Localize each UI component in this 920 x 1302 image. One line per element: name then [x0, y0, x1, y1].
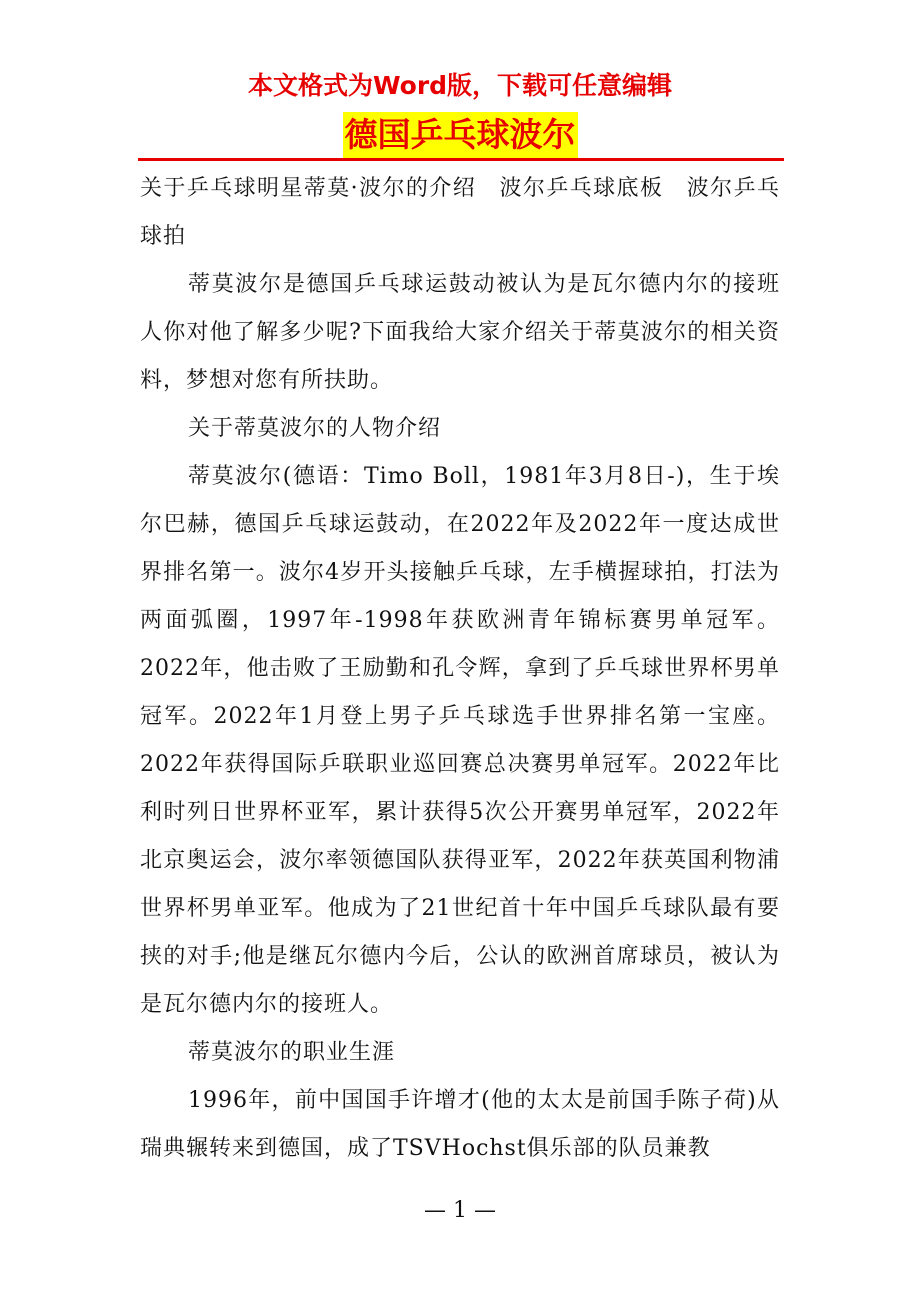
document-body [140, 165, 780, 1173]
title-container [0, 112, 920, 158]
section-heading-career: 蒂莫波尔的职业生涯 [188, 1040, 396, 1065]
title-divider [138, 158, 784, 161]
paragraph-bio: 蒂莫波尔(德语：Timo Boll，1981年3月8日-)，生于埃尔巴赫，德国乒乓球运鼓动，在2022年及2022年一度达成世界排名第一。波尔4岁开头接触乒乓球，左手横握球拍，打法为两面弧圈，1997年-1998年获欧洲青年锦标赛男单冠军。2022年，他击败了王励勤和孔令辉，拿到了乒乓球世界杯男单冠军。2022年1月登上男子乒乓球选手世界排名第一宝座。2022年获得国际乒联职业巡回赛总决赛男单冠军。2022年比利时列日世界杯亚军，累计获得5次公开赛男单冠军，2022年北京奥运会，波尔率领德国队获得亚军，2022年获英国利物浦世界杯男单亚军。他成为了21世纪首十年中国乒乓球队最有要挟的对手;他是继瓦尔德内今后，公认的欧洲首席球员，被认为是瓦尔德内尔的接班人。 [140, 464, 780, 1017]
page-number: — 1 — [424, 1198, 496, 1223]
paragraph-career: 1996年，前中国国手许增才(他的太太是前国手陈子荷)从瑞典辗转来到德国，成了TSVHochst俱乐部的队员兼教 [140, 1088, 780, 1161]
section-heading-bio: 关于蒂莫波尔的人物介绍 [188, 416, 442, 441]
download-notice-banner: 本文格式为Word版，下载可任意编辑 [247, 71, 673, 100]
document-title: 德国乒乓球波尔 [343, 112, 578, 158]
paragraph-subtitle: 关于乒乓球明星蒂莫·波尔的介绍 波尔乒乓球底板 波尔乒乓球拍 [140, 176, 780, 249]
paragraph-intro: 蒂莫波尔是德国乒乓球运鼓动被认为是瓦尔德内尔的接班人你对他了解多少呢?下面我给大家介绍关于蒂莫波尔的相关资料，梦想对您有所扶助。 [140, 272, 780, 393]
